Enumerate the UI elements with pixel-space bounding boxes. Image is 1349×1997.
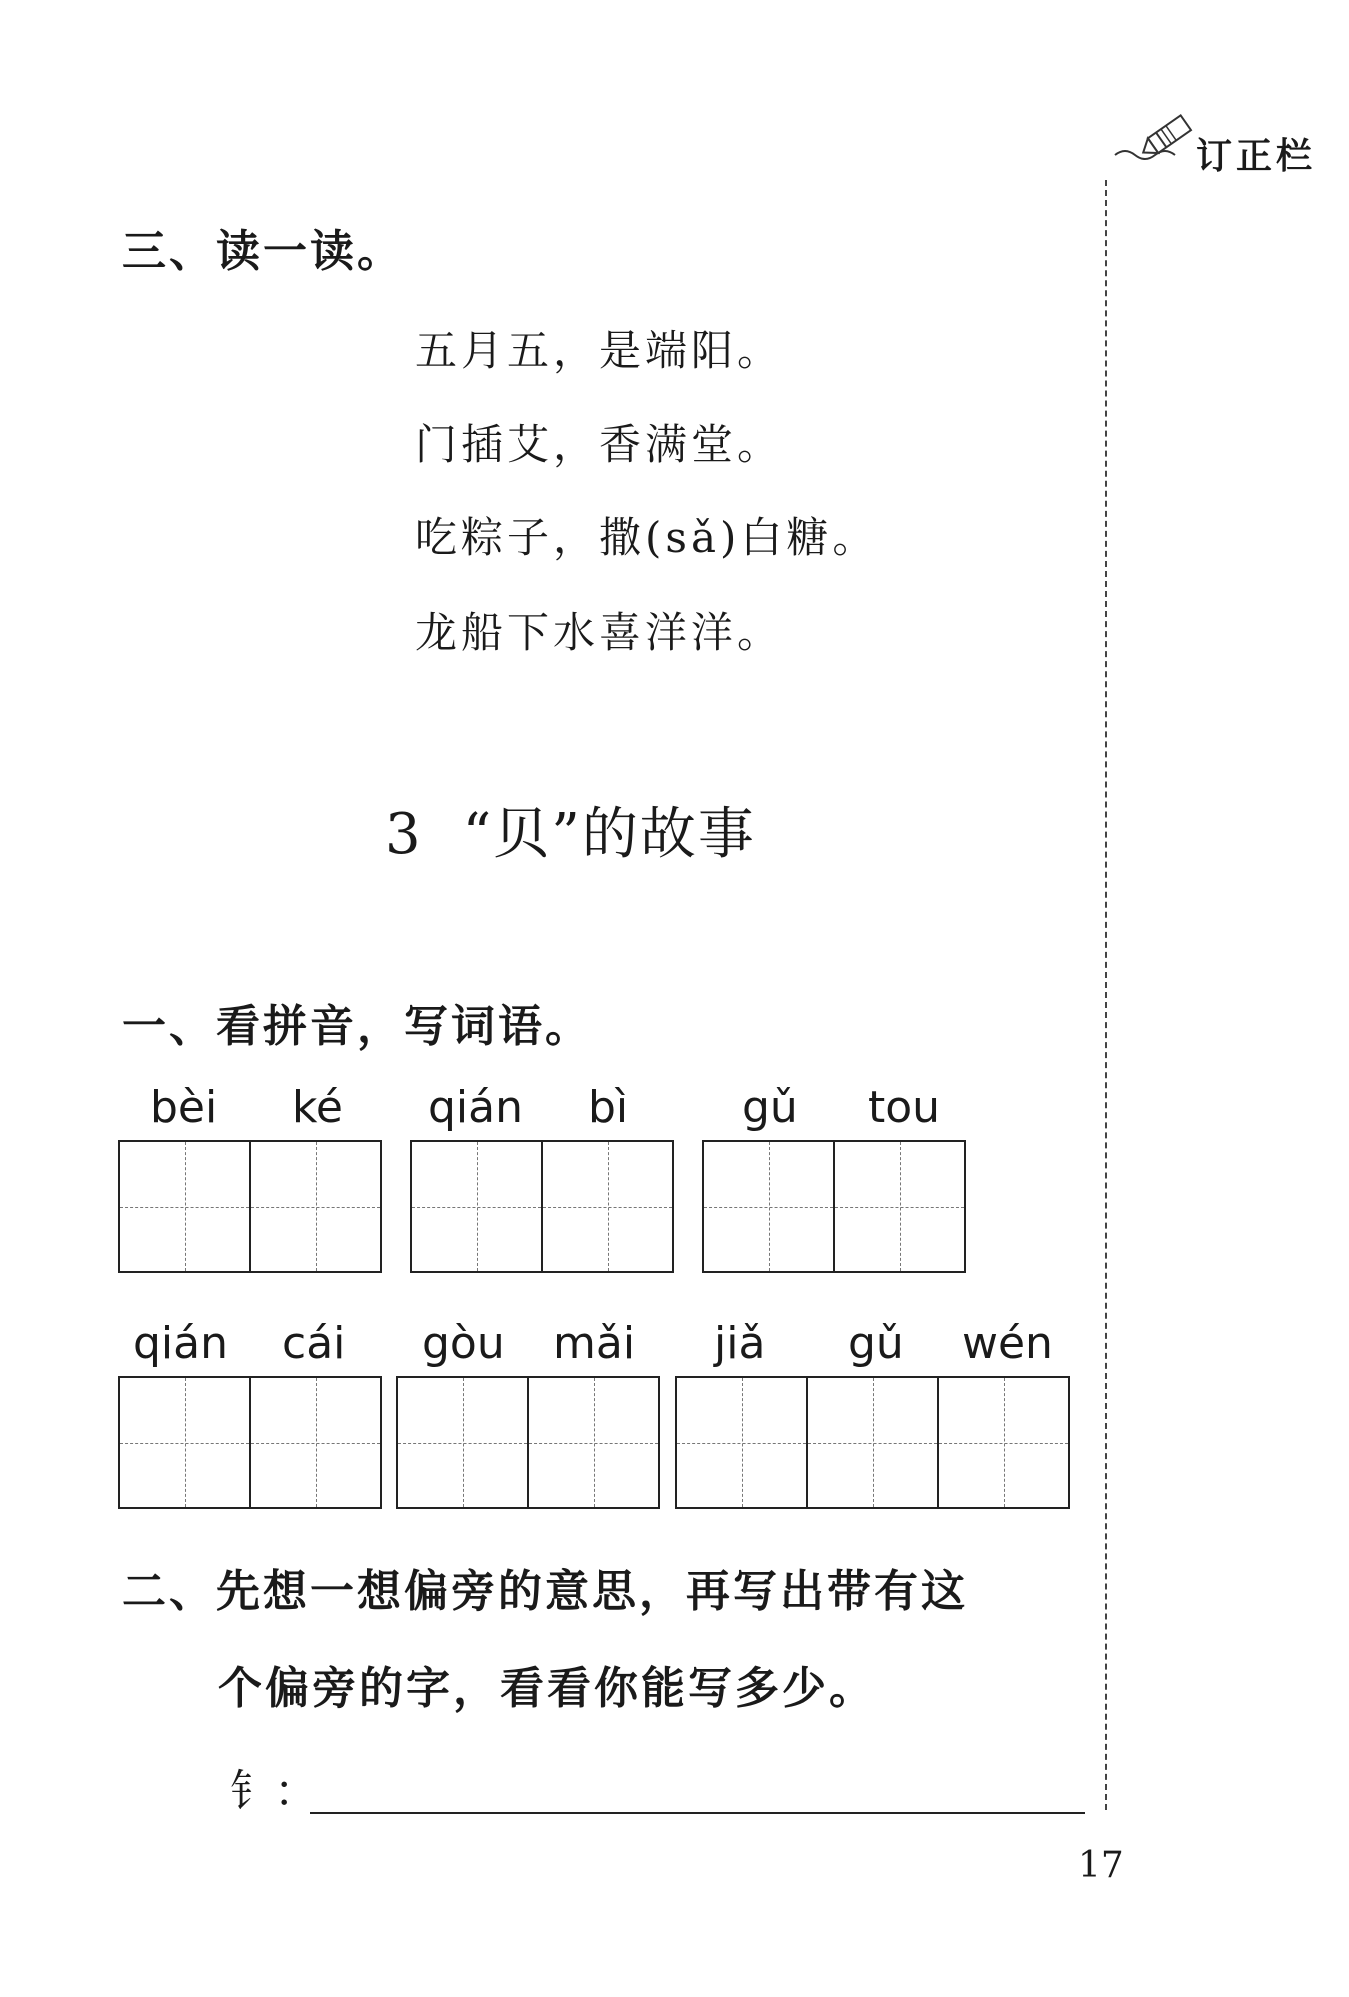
lesson-number: 3 — [385, 802, 423, 867]
writing-grid-5 — [396, 1376, 660, 1509]
radical-label: 钅： — [230, 1766, 318, 1817]
writing-cell[interactable] — [396, 1376, 529, 1509]
writing-cell[interactable] — [541, 1140, 674, 1273]
lesson-title — [385, 790, 756, 870]
section-read-heading: 三、读一读。 — [122, 226, 404, 277]
poem-line-1: 五月五，是端阳。 — [415, 326, 784, 375]
writing-cell[interactable] — [702, 1140, 835, 1273]
writing-cell[interactable] — [249, 1376, 382, 1509]
lesson-name: “贝”的故事 — [462, 802, 756, 867]
pinyin-label: mǎi — [553, 1318, 636, 1369]
writing-cell[interactable] — [410, 1140, 543, 1273]
writing-cell[interactable] — [249, 1140, 382, 1273]
writing-grid-4 — [118, 1376, 382, 1509]
pinyin-label: gǔ — [742, 1082, 798, 1133]
section-radical-heading-line2: 个偏旁的字，看看你能写多少。 — [218, 1663, 876, 1714]
writing-grid-6 — [675, 1376, 1070, 1509]
pinyin-label: tou — [868, 1082, 941, 1133]
pinyin-label: bì — [588, 1082, 629, 1133]
pinyin-label: bèi — [150, 1082, 218, 1133]
correction-column-title: 订正栏 — [1196, 136, 1317, 177]
pinyin-label: gòu — [422, 1318, 505, 1369]
writing-cell[interactable] — [118, 1376, 251, 1509]
writing-cell[interactable] — [833, 1140, 966, 1273]
writing-cell[interactable] — [806, 1376, 939, 1509]
pinyin-label: cái — [282, 1318, 346, 1369]
pinyin-label: qián — [133, 1318, 229, 1369]
radical-answer-line[interactable] — [310, 1812, 1085, 1814]
writing-grid-1 — [118, 1140, 382, 1273]
pinyin-label: qián — [428, 1082, 524, 1133]
poem-line-2: 门插艾，香满堂。 — [415, 420, 784, 469]
pencil-icon — [1110, 100, 1200, 170]
writing-grid-2 — [410, 1140, 674, 1273]
pinyin-label: wén — [962, 1318, 1053, 1369]
writing-cell[interactable] — [527, 1376, 660, 1509]
pinyin-label: ké — [292, 1082, 343, 1133]
pinyin-label: jiǎ — [714, 1318, 766, 1369]
page-number: 17 — [1078, 1845, 1124, 1886]
section-pinyin-heading: 一、看拼音，写词语。 — [122, 1001, 592, 1052]
writing-cell[interactable] — [118, 1140, 251, 1273]
pinyin-label: gǔ — [848, 1318, 904, 1369]
writing-cell[interactable] — [937, 1376, 1070, 1509]
poem-line-4: 龙船下水喜洋洋。 — [415, 608, 784, 657]
writing-grid-3 — [702, 1140, 966, 1273]
poem-line-3: 吃粽子，撒(sǎ)白糖。 — [415, 513, 879, 562]
writing-cell[interactable] — [675, 1376, 808, 1509]
section-radical-heading-line1: 二、先想一想偏旁的意思，再写出带有这 — [122, 1566, 968, 1617]
correction-divider — [1105, 180, 1107, 1810]
